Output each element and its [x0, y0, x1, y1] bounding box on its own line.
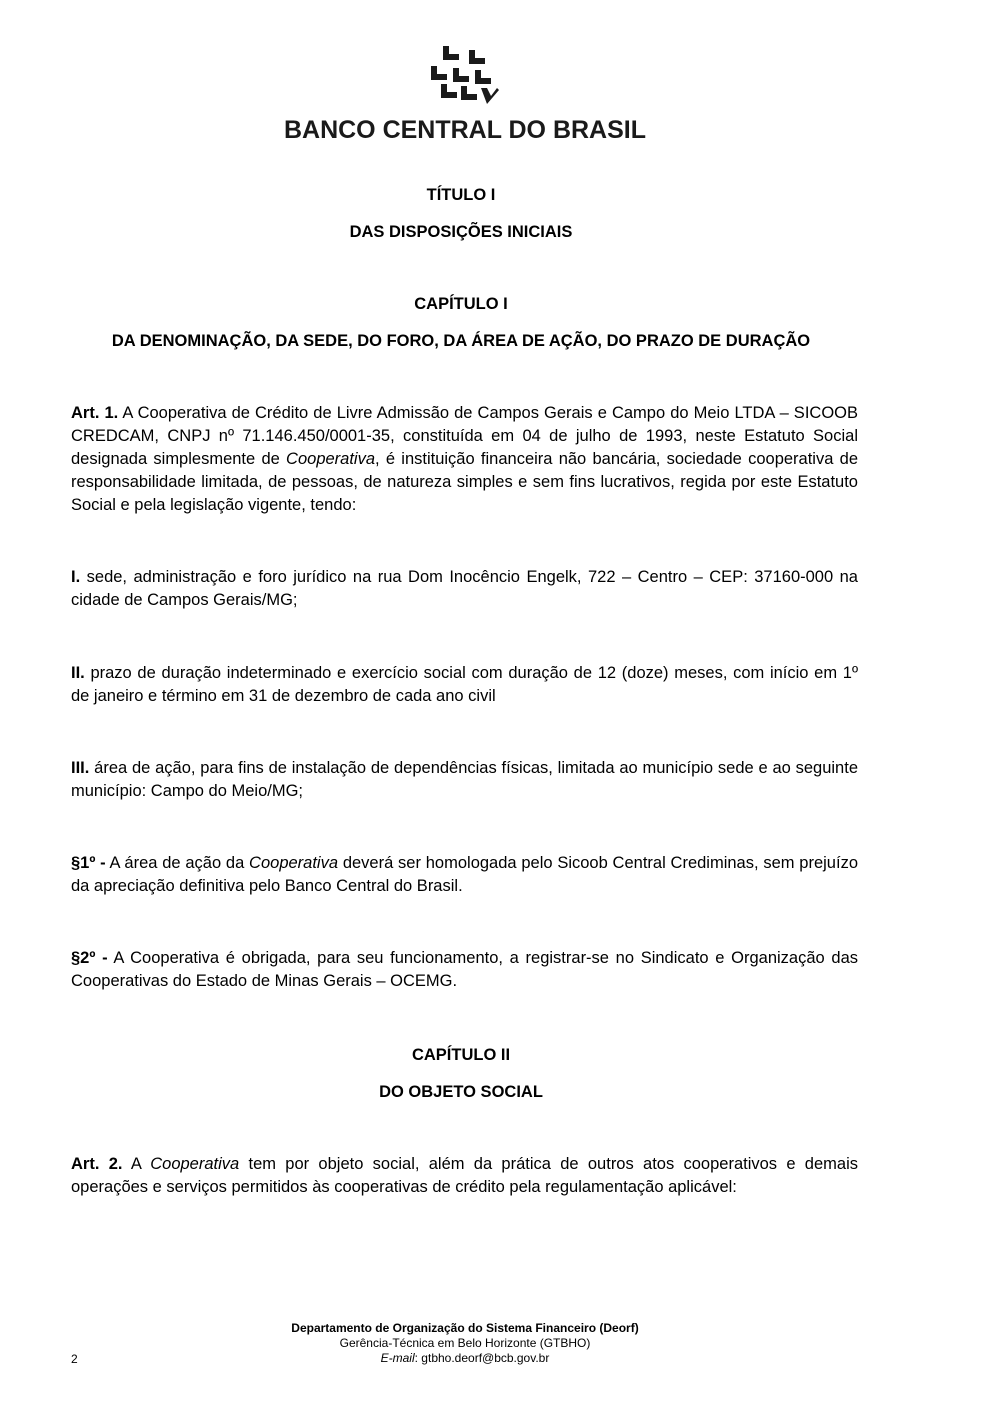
page-footer [200, 1321, 730, 1366]
paragraph-1 [71, 852, 858, 898]
item-1-text: sede, administração e foro jurídico na rua Dom Inocêncio Engelk, 722 – Centro – CEP: 37160-000 na cidade de Campos Gerais/MG; [71, 568, 858, 609]
item-3 [71, 757, 858, 803]
capitulo-1-label: CAPÍTULO I [414, 295, 508, 313]
header-logo [270, 44, 660, 154]
article-2 [71, 1153, 858, 1199]
paragraph-1-italic: Cooperativa [249, 854, 339, 872]
item-2 [71, 662, 858, 708]
paragraph-2-number: §2º - [71, 949, 108, 967]
org-name: BANCO CENTRAL DO BRASIL [283, 116, 647, 144]
paragraph-1-text-b: deverá ser homologada pelo Sicoob Central Crediminas, sem prejuízo da apreciação definitiva pelo Banco Central do Brasil. [71, 854, 858, 895]
bcb-logo-icon [425, 44, 505, 110]
page-number: 2 [71, 1352, 78, 1366]
article-2-text-b: tem por objeto social, além da prática de outros atos cooperativos e demais operações e serviços permitidos às cooperativas de crédito pela regulamentação aplicável: [71, 1155, 858, 1196]
article-1-italic: Cooperativa [286, 450, 376, 468]
footer-email-label: E-mail [380, 1351, 415, 1365]
paragraph-1-text-a: A área de ação da [105, 854, 250, 872]
item-2-text: prazo de duração indeterminado e exercício social com duração de 12 (doze) meses, com início em 1º de janeiro e término em 31 de dezembro de cada ano civil [71, 664, 858, 705]
article-1-text-a: A Cooperativa de Crédito de Livre Admissão de Campos Gerais e Campo do Meio LTDA – SICOOB CREDCAM, CNPJ nº 71.146.450/0001-35, constituída em 04 de julho de 1993, neste Estatuto Social designada simplesmente de [71, 404, 858, 468]
article-2-italic: Cooperativa [150, 1155, 240, 1173]
titulo-subtitle: DAS DISPOSIÇÕES INICIAIS [349, 223, 573, 241]
article-1 [71, 402, 858, 517]
footer-department: Departamento de Organização do Sistema Financeiro (Deorf) [291, 1321, 639, 1335]
item-1-number: I. [71, 568, 81, 586]
capitulo-1-subtitle: DA DENOMINAÇÃO, DA SEDE, DO FORO, DA ÁREA DE AÇÃO, DO PRAZO DE DURAÇÃO [111, 332, 811, 350]
capitulo-2-label: CAPÍTULO II [411, 1046, 511, 1064]
article-1-number: Art. 1. [71, 404, 119, 422]
article-2-text-a: A [122, 1155, 151, 1173]
article-1-text-b: , é instituição financeira não bancária, sociedade cooperativa de responsabilidade limitada, de pessoas, de natureza simples e sem fins lucrativos, regida por este Estatuto Social e pela legislação vigente, tendo: [71, 450, 858, 514]
item-3-text: área de ação, para fins de instalação de dependências físicas, limitada ao município sede e ao seguinte município: Campo do Meio/MG; [71, 759, 858, 800]
footer-email-value: : gtbho.deorf@bcb.gov.br [414, 1351, 550, 1365]
item-3-number: III. [71, 759, 90, 777]
footer-email [200, 1351, 730, 1366]
item-1 [71, 566, 858, 612]
article-2-number: Art. 2. [71, 1155, 123, 1173]
paragraph-1-number: §1º - [71, 854, 106, 872]
paragraph-2 [71, 947, 858, 993]
capitulo-2-subtitle: DO OBJETO SOCIAL [379, 1083, 543, 1101]
titulo-label: TÍTULO I [426, 186, 496, 204]
paragraph-2-text: A Cooperativa é obrigada, para seu funcionamento, a registrar-se no Sindicato e Organização das Cooperativas do Estado de Minas Gerais – OCEMG. [71, 949, 858, 990]
footer-office: Gerência-Técnica em Belo Horizonte (GTBHO) [339, 1336, 591, 1350]
item-2-number: II. [71, 664, 85, 682]
